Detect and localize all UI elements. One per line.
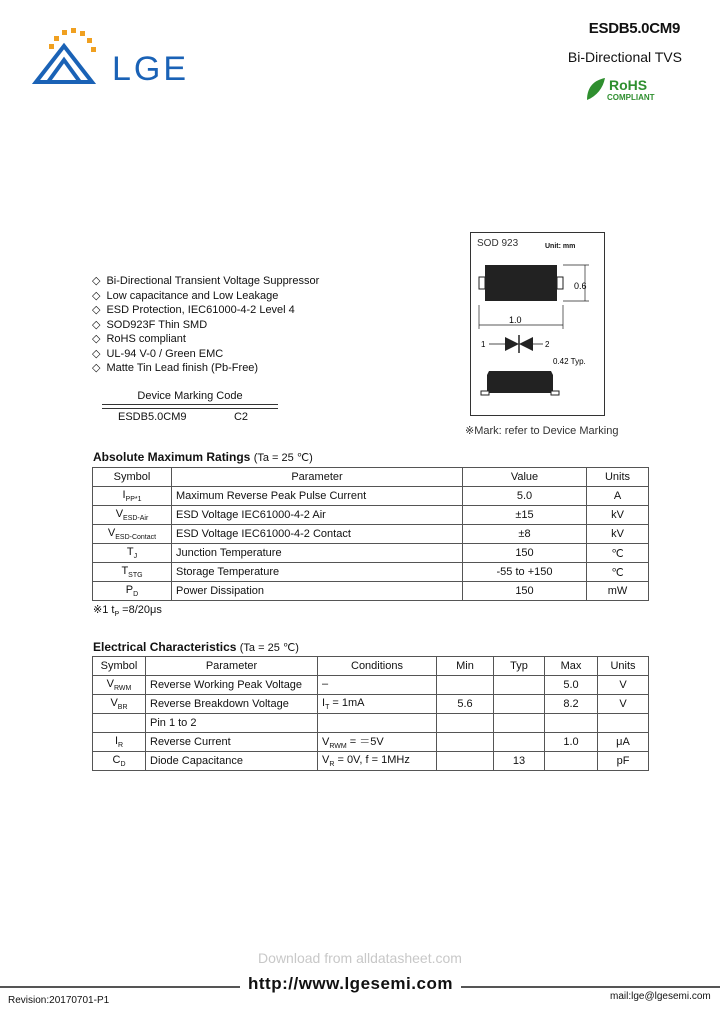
- symbol-sub: RWM: [113, 685, 132, 693]
- unit-cell: μA: [598, 733, 649, 752]
- symbol-cell: [93, 714, 146, 733]
- typ-cell: [494, 695, 545, 714]
- typ-cell: [494, 714, 545, 733]
- cond-sub: R: [329, 761, 335, 769]
- symbol: T: [121, 564, 129, 577]
- col-header: Parameter: [172, 468, 463, 487]
- table-header-row: [93, 468, 649, 487]
- cond-cell: [318, 714, 437, 733]
- typ-cell: 13: [494, 752, 545, 771]
- col-header: Max: [545, 657, 598, 676]
- dim-width-label: 1.0: [509, 315, 522, 325]
- value-cell: 150: [463, 582, 587, 601]
- marking-code: C2: [233, 411, 248, 423]
- symbol-cell: [93, 752, 146, 771]
- unit-cell: ℃: [587, 544, 649, 563]
- symbol-sub: D: [133, 591, 139, 599]
- col-header: Typ: [494, 657, 545, 676]
- unit-cell: V: [598, 676, 649, 695]
- table-header-row: [93, 657, 649, 676]
- table-row: [93, 563, 649, 582]
- elec-condition: (Ta = 25 ℃): [239, 642, 299, 654]
- value-cell: ±8: [463, 525, 587, 544]
- cond-cell: [318, 733, 437, 752]
- abs-max-title-text: Absolute Maximum Ratings: [93, 450, 251, 464]
- min-cell: [437, 714, 494, 733]
- email-link[interactable]: mail:lge@lgesemi.com: [610, 991, 711, 1002]
- unit-cell: [598, 714, 649, 733]
- col-header: Min: [437, 657, 494, 676]
- table-row: [93, 752, 649, 771]
- feature-item: ◇ SOD923F Thin SMD: [92, 318, 319, 333]
- feature-item: ◇ Bi-Directional Transient Voltage Suppressor: [92, 274, 319, 289]
- package-outline-box: [470, 232, 605, 416]
- feature-list: [92, 274, 319, 376]
- param-cell: Storage Temperature: [172, 563, 463, 582]
- symbol-cell: [93, 506, 172, 525]
- symbol: V: [107, 526, 116, 539]
- rohs-title: RoHS: [609, 77, 648, 93]
- feature-item: ◇ ESD Protection, IEC61000-4-2 Level 4: [92, 303, 319, 318]
- cond-cell: [318, 676, 437, 695]
- cond-cell: [318, 695, 437, 714]
- table-row: [93, 676, 649, 695]
- symbol: T: [126, 545, 134, 558]
- table-row: [93, 487, 649, 506]
- col-header: Symbol: [93, 468, 172, 487]
- package-title: SOD 923: [477, 238, 519, 249]
- marking-header: Device Marking Code: [102, 389, 278, 405]
- col-header: Units: [587, 468, 649, 487]
- feature-item: ◇ Matte Tin Lead finish (Pb-Free): [92, 361, 319, 376]
- symbol: V: [110, 696, 118, 709]
- symbol-cell: [93, 695, 146, 714]
- cond-tail: = ＝5V: [346, 736, 384, 749]
- cond: I: [322, 696, 326, 709]
- elec-table: [92, 656, 649, 771]
- rohs-subtitle: COMPLIANT: [607, 93, 655, 102]
- param-cell: Power Dissipation: [172, 582, 463, 601]
- pin2-label: 2: [545, 340, 550, 349]
- marking-row: [102, 408, 278, 423]
- symbol-cell: [93, 563, 172, 582]
- symbol: V: [106, 677, 114, 690]
- elec-title: [93, 640, 299, 654]
- symbol: C: [112, 753, 121, 766]
- value-cell: 150: [463, 544, 587, 563]
- rohs-badge: [585, 76, 665, 109]
- watermark: Download from alldatasheet.com: [258, 950, 462, 966]
- pin1-label: 1: [481, 340, 486, 349]
- max-cell: 8.2: [545, 695, 598, 714]
- footnote-tail: =8/20μs: [119, 604, 162, 616]
- triangle-logo-icon: [36, 46, 92, 82]
- feature-item: ◇ RoHS compliant: [92, 332, 319, 347]
- feature-item: ◇ Low capacitance and Low Leakage: [92, 289, 319, 304]
- table-row: [93, 714, 649, 733]
- table-row: [93, 733, 649, 752]
- feature-item: ◇ UL-94 V-0 / Green EMC: [92, 347, 319, 362]
- symbol: V: [115, 507, 124, 520]
- dim-height-label: 0.6: [574, 281, 587, 291]
- abs-max-condition: (Ta = 25 ℃): [253, 452, 313, 464]
- col-header: Value: [463, 468, 587, 487]
- symbol-sub: D: [120, 761, 126, 769]
- typ-cell: [494, 676, 545, 695]
- device-subtitle: Bi-Directional TVS: [567, 49, 682, 65]
- min-cell: [437, 752, 494, 771]
- leaf-icon: [587, 78, 605, 100]
- unit-cell: mW: [587, 582, 649, 601]
- symbol-cell: [93, 525, 172, 544]
- symbol-sub: STG: [128, 572, 143, 580]
- min-cell: [437, 733, 494, 752]
- symbol: I: [122, 488, 126, 501]
- cond-sub: T: [325, 704, 330, 712]
- marking-part: ESDB5.0CM9: [118, 411, 187, 423]
- symbol-cell: [93, 582, 172, 601]
- dim-thickness-label: 0.42 Typ.: [553, 357, 586, 366]
- package-drawing: [471, 233, 604, 415]
- part-number: ESDB5.0CM9: [588, 20, 680, 37]
- unit-cell: kV: [587, 506, 649, 525]
- min-cell: 5.6: [437, 695, 494, 714]
- symbol-cell: [93, 676, 146, 695]
- cond-cell: [318, 752, 437, 771]
- symbol-sub: BR: [117, 704, 128, 712]
- cond-sub: RWM: [329, 743, 347, 751]
- abs-max-table: [92, 467, 649, 601]
- max-cell: [545, 752, 598, 771]
- col-header: Conditions: [318, 657, 437, 676]
- mark-note: ※Mark: refer to Device Marking: [465, 425, 619, 437]
- param-cell: Maximum Reverse Peak Pulse Current: [172, 487, 463, 506]
- param-cell: ESD Voltage IEC61000-4-2 Contact: [172, 525, 463, 544]
- max-cell: [545, 714, 598, 733]
- cond-tail: = 1mA: [329, 696, 365, 709]
- cond: V: [322, 736, 330, 749]
- table-row: [93, 525, 649, 544]
- table-row: [93, 695, 649, 714]
- value-cell: -55 to +150: [463, 563, 587, 582]
- param-cell: Reverse Breakdown Voltage: [146, 695, 318, 714]
- symbol-sub: R: [118, 742, 124, 750]
- abs-max-title: [93, 450, 313, 464]
- max-cell: 1.0: [545, 733, 598, 752]
- unit-cell: ℃: [587, 563, 649, 582]
- footnote-text: ※1 t: [93, 604, 115, 616]
- unit-cell: kV: [587, 525, 649, 544]
- lge-logo: [30, 26, 215, 95]
- max-cell: 5.0: [545, 676, 598, 695]
- symbol-cell: [93, 487, 172, 506]
- footnote: [93, 603, 162, 618]
- symbol-cell: [93, 544, 172, 563]
- cond-tail: = 0V, f = 1MHz: [334, 753, 410, 766]
- table-row: [93, 544, 649, 563]
- param-cell: Junction Temperature: [172, 544, 463, 563]
- symbol-sub: J: [133, 553, 138, 561]
- symbol-sub: ESD-Contact: [115, 534, 157, 542]
- symbol-sub: PP*1: [125, 496, 142, 504]
- param-cell: Reverse Working Peak Voltage: [146, 676, 318, 695]
- symbol: I: [114, 734, 118, 747]
- unit-cell: V: [598, 695, 649, 714]
- unit-cell: pF: [598, 752, 649, 771]
- table-row: [93, 506, 649, 525]
- elec-title-text: Electrical Characteristics: [93, 640, 237, 654]
- param-cell: Diode Capacitance: [146, 752, 318, 771]
- param-cell: Pin 1 to 2: [146, 714, 318, 733]
- col-header: Parameter: [146, 657, 318, 676]
- symbol-sub: ESD-Air: [123, 515, 149, 523]
- cond: –: [322, 677, 329, 690]
- cond: V: [322, 753, 330, 766]
- unit-cell: A: [587, 487, 649, 506]
- brand-text: LGE: [112, 50, 190, 88]
- col-header: Symbol: [93, 657, 146, 676]
- package-unit: Unit: mm: [545, 243, 576, 250]
- device-marking-table: [102, 389, 278, 423]
- value-cell: ±15: [463, 506, 587, 525]
- symbol: P: [125, 583, 134, 596]
- value-cell: 5.0: [463, 487, 587, 506]
- sun-rays-icon: [49, 28, 96, 52]
- website-link[interactable]: http://www.lgesemi.com: [240, 974, 461, 994]
- footnote-sub: P: [114, 611, 120, 619]
- revision-label: Revision:20170701-P1: [8, 995, 110, 1006]
- min-cell: [437, 676, 494, 695]
- param-cell: ESD Voltage IEC61000-4-2 Air: [172, 506, 463, 525]
- table-row: [93, 582, 649, 601]
- typ-cell: [494, 733, 545, 752]
- symbol-cell: [93, 733, 146, 752]
- col-header: Units: [598, 657, 649, 676]
- param-cell: Reverse Current: [146, 733, 318, 752]
